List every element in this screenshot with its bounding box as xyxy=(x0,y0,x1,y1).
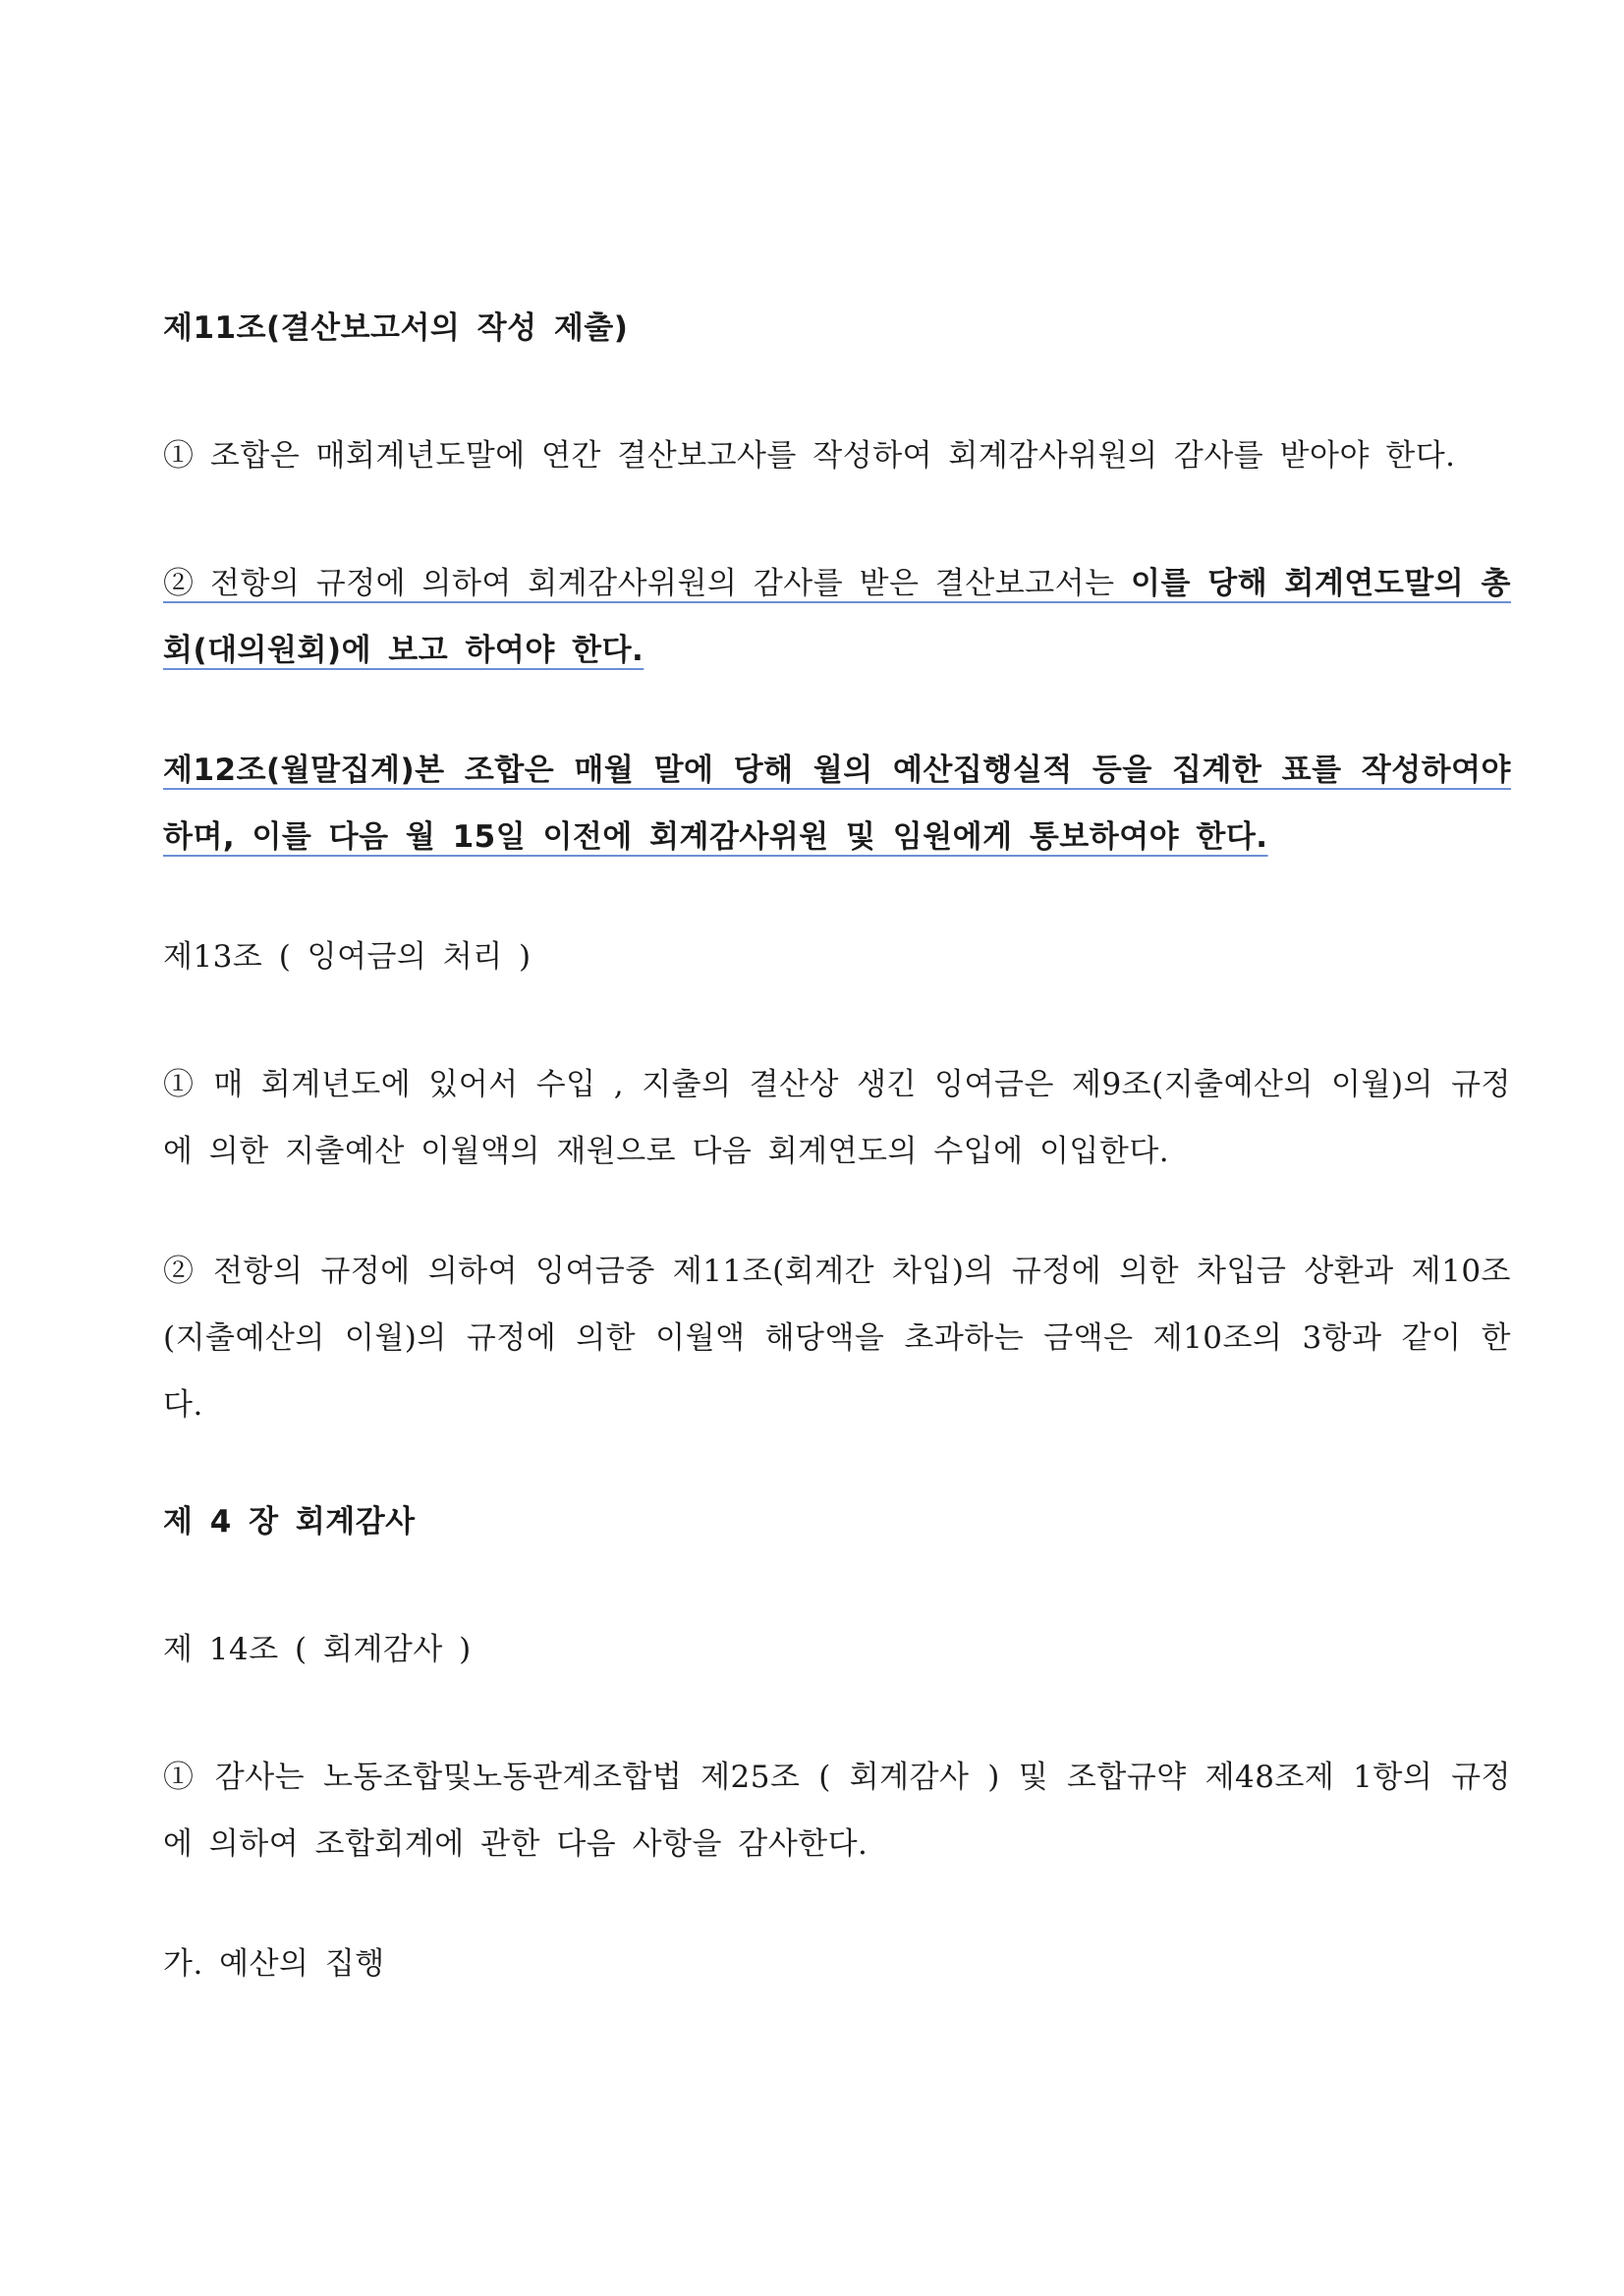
article-14-title: 제 14조 ( 회계감사 ) xyxy=(163,1632,472,1667)
chapter-4-title: 제 4 장 회계감사 xyxy=(163,1504,416,1540)
article-14-paragraph-1: ① 감사는 노동조합및노동관계조합법 제25조 ( 회계감사 ) 및 조합규약 제48조제 1항의 규정에 의하여 조합회계에 관한 다음 사항을 감사한다. xyxy=(163,1760,1511,1862)
article-13-title: 제13조 ( 잉여금의 처리 ) xyxy=(163,939,532,975)
article-13-paragraph-2: ② 전항의 규정에 의하여 잉여금중 제11조(회계간 차입)의 규정에 의한 차입금 상환과 제10조(지출예산의 이월)의 규정에 의한 이월액 해당액을 초과하는 금액은 제10조의 3항과 같이 한다. xyxy=(163,1254,1511,1423)
article-11-paragraph-2-bold: 이를 당해 회계연도말의 총회(대의원회)에 보고 하여야 한다. xyxy=(163,566,1511,668)
article-14-item-ga: 가. 예산의 집행 xyxy=(163,1946,385,1982)
article-11-paragraph-2 xyxy=(163,550,1511,684)
article-11-paragraph-2-plain: ② 전항의 규정에 의하여 회계감사위원의 감사를 받은 결산보고서는 xyxy=(163,566,1131,601)
article-11-title: 제11조(결산보고서의 작성 제출) xyxy=(163,310,629,346)
article-11-paragraph-1: ① 조합은 매회계년도말에 연간 결산보고사를 작성하여 회계감사위원의 감사를 받아야 한다. xyxy=(163,438,1456,474)
article-13-paragraph-1: ① 매 회계년도에 있어서 수입 , 지출의 결산상 생긴 잉여금은 제9조(지출예산의 이월)의 규정에 의한 지출예산 이월액의 재원으로 다음 회계연도의 수입에 이입한다. xyxy=(163,1067,1511,1169)
article-12-text: 제12조(월말집계)본 조합은 매월 말에 당해 월의 예산집행실적 등을 집계한 표를 작성하여야 하며, 이를 다음 월 15일 이전에 회계감사위원 및 임원에게 통보하여야 한다. xyxy=(163,753,1512,855)
